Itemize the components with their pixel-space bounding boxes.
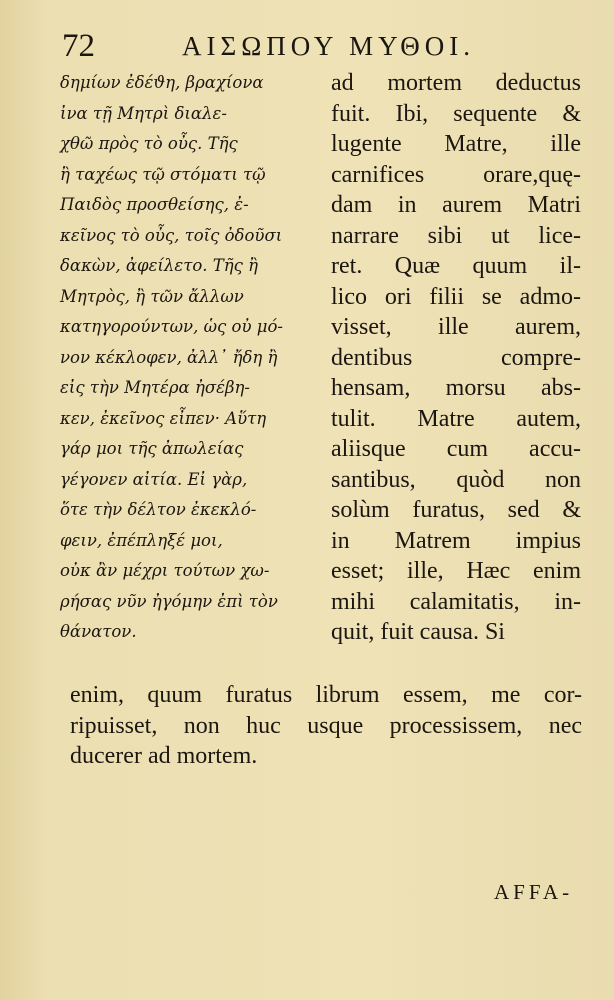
greek-text-line: ρήσας νῦν ἠγόμην ἐπὶ τὸν bbox=[60, 591, 278, 611]
latin-text-line: carnifices orare,quę- bbox=[331, 161, 581, 188]
full-width-text-line: ripuisset, non huc usque processissem, nec bbox=[70, 712, 582, 739]
greek-text-line: Παιδὸς προσθείσης, ἐ- bbox=[60, 195, 249, 214]
greek-text-line: κεῖνος τὸ οὖς, τοῖς ὀδοῦσι bbox=[60, 225, 283, 245]
greek-text-line: ὅτε τὴν δέλτον ἐκεκλό- bbox=[60, 500, 257, 519]
full-width-text-line: ducerer ad mortem. bbox=[70, 743, 258, 769]
latin-text-line: ad mortem deductus bbox=[331, 70, 581, 96]
greek-text-line: δημίων ἐδέϑη, βραχίονα bbox=[60, 73, 264, 92]
latin-text-line: lugente Matre, ille bbox=[331, 131, 581, 157]
latin-text-line: aliisque cum accu- bbox=[331, 436, 581, 462]
full-width-paragraph bbox=[70, 680, 582, 772]
latin-text-line: santibus, quòd non bbox=[331, 466, 581, 493]
latin-text-line: in Matrem impius bbox=[331, 527, 581, 554]
greek-text-line: φειν, ἐπέπληξέ μοι, bbox=[60, 530, 223, 550]
greek-text-line: χθῶ πρὸς τὸ οὖς. Τῆς bbox=[60, 134, 238, 153]
full-width-text-line: enim, quum furatus librum essem, me cor- bbox=[70, 682, 582, 708]
latin-text-line: tulit. Matre autem, bbox=[331, 405, 581, 432]
greek-text-line: Μητρὸς, ἢ τῶν ἄλλων bbox=[60, 286, 244, 306]
latin-text-line: visset, ille aurem, bbox=[331, 314, 581, 340]
greek-text-line: ἰνα τῇ Μητρὶ διαλε- bbox=[60, 103, 227, 123]
greek-text-line: οὐκ ἂν μέχρι τούτων χω- bbox=[60, 561, 270, 580]
running-title: ΑΙΣΩΠΟΥ ΜΥΘΟΙ. bbox=[182, 31, 476, 61]
greek-text-line: δακὼν, ἀφείλετο. Τῆς ἢ bbox=[60, 256, 259, 275]
greek-text-line: κεν, ἐκεῖνος εἶπεν· Αὕτη bbox=[60, 408, 267, 428]
latin-text-line: lico ori filii se admo- bbox=[331, 283, 581, 310]
latin-text-line: ret. Quæ quum il- bbox=[331, 253, 581, 279]
greek-text-line: γέγονεν αἰτία. Εἰ γὰρ, bbox=[60, 469, 248, 489]
greek-text-line: θάνατον. bbox=[60, 622, 137, 641]
catchword: AFFA- bbox=[494, 880, 574, 904]
latin-text-line: dam in aurem Matri bbox=[331, 192, 581, 218]
latin-text-line: fuit. Ibi, sequente & bbox=[331, 100, 581, 127]
page-number: 72 bbox=[62, 28, 95, 64]
running-head bbox=[62, 26, 582, 66]
greek-text-line: γάρ μοι τῆς ἀπωλείας bbox=[60, 439, 244, 458]
greek-text-line: κατηγορούντων, ὡς οὐ μό- bbox=[60, 317, 283, 336]
latin-text-line: quit, fuit causa. Si bbox=[331, 619, 505, 645]
greek-text-line: νον κέκλοφεν, ἀλλ᾽ ἤδη ἢ bbox=[60, 347, 278, 367]
latin-text-line: mihi calamitatis, in- bbox=[331, 588, 581, 615]
latin-text-line: esset; ille, Hæc enim bbox=[331, 558, 581, 584]
greek-text-line: ἢ ταχέως τῷ στόματι τῷ bbox=[60, 164, 266, 184]
latin-text-line: solùm furatus, sed & bbox=[331, 497, 581, 523]
latin-text-line: dentibus compre- bbox=[331, 344, 581, 371]
greek-text-column bbox=[60, 68, 322, 648]
latin-text-column bbox=[331, 68, 581, 648]
latin-text-line: narrare sibi ut lice- bbox=[331, 222, 581, 249]
latin-text-line: hensam, morsu abs- bbox=[331, 375, 581, 401]
greek-text-line: εἰς τὴν Μητέρα ἠσέβη- bbox=[60, 378, 250, 397]
